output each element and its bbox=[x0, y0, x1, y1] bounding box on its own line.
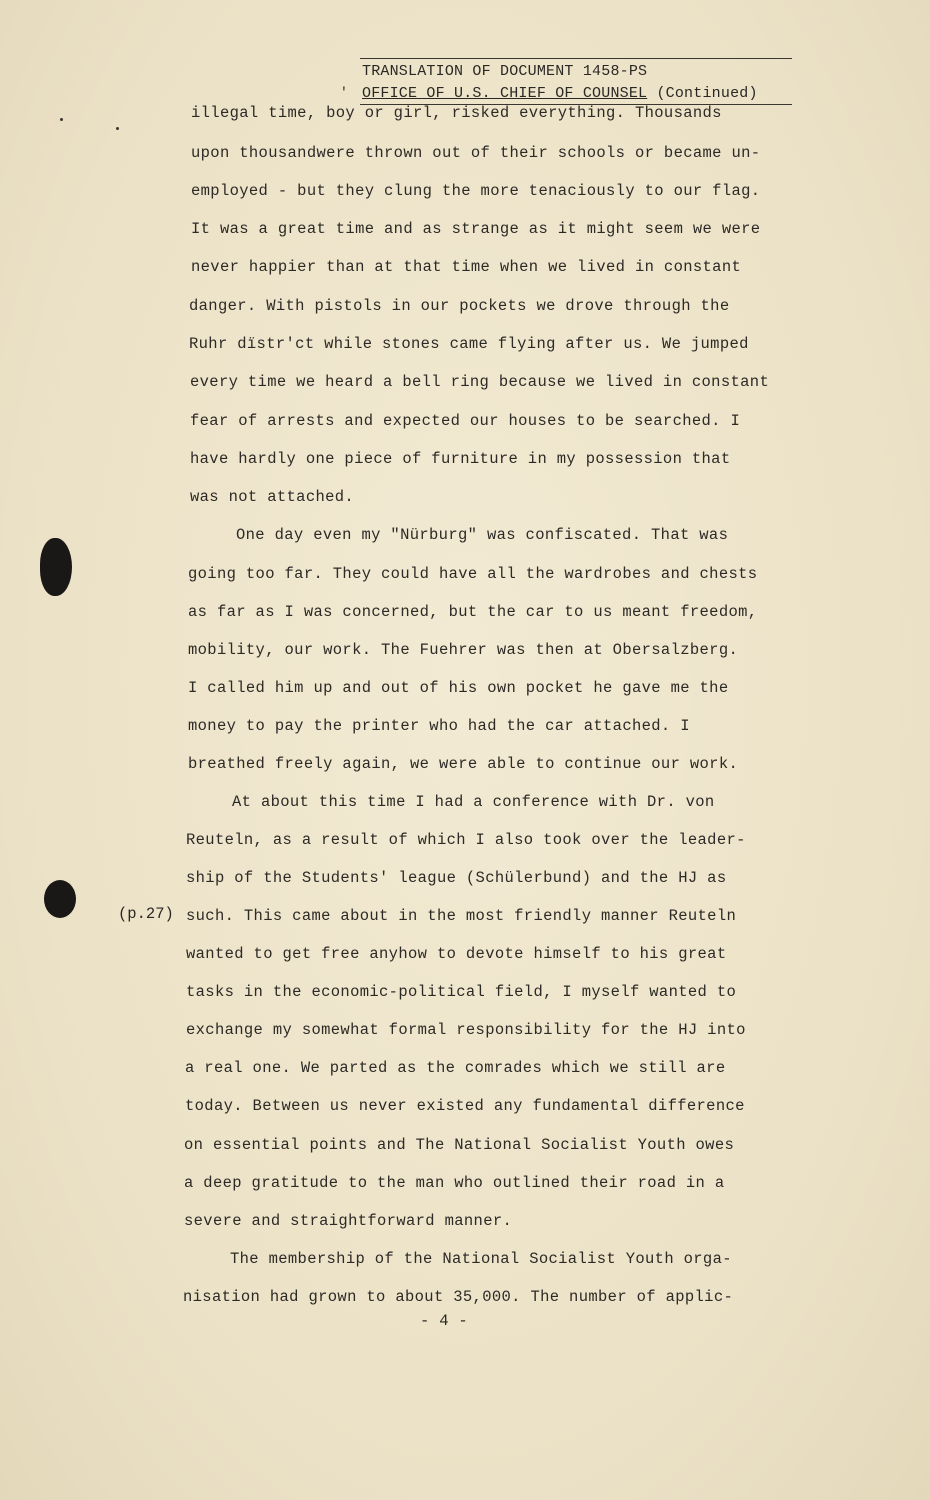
text-line: a real one. We parted as the comrades which we still are bbox=[185, 1059, 726, 1077]
text-line: I called him up and out of his own pocket he gave me the bbox=[188, 679, 729, 697]
page-number: - 4 - bbox=[420, 1312, 469, 1330]
text-line: fear of arrests and expected our houses to be searched. I bbox=[190, 412, 741, 430]
header-tick-mark: ' bbox=[340, 85, 348, 100]
text-line: upon thousandwere thrown out of their schools or became un- bbox=[191, 144, 761, 162]
text-line: danger. With pistols in our pockets we drove through the bbox=[189, 297, 730, 315]
text-line: employed - but they clung the more tenaciously to our flag. bbox=[191, 182, 761, 200]
text-line: mobility, our work. The Fuehrer was then at Obersalzberg. bbox=[188, 641, 739, 659]
punch-hole-upper bbox=[40, 538, 72, 596]
text-line: money to pay the printer who had the car attached. I bbox=[188, 717, 690, 735]
text-line: Ruhr dïstr'ct while stones came flying after us. We jumped bbox=[189, 335, 749, 353]
text-line: severe and straightforward manner. bbox=[184, 1212, 513, 1230]
text-line: illegal time, boy or girl, risked everything. Thousands bbox=[191, 104, 722, 122]
text-line: as far as I was concerned, but the car to us meant freedom, bbox=[188, 603, 758, 621]
text-line: such. This came about in the most friendly manner Reuteln bbox=[186, 907, 737, 925]
text-line: a deep gratitude to the man who outlined their road in a bbox=[184, 1174, 725, 1192]
margin-page-reference: (p.27) bbox=[118, 905, 174, 923]
text-line: on essential points and The National Socialist Youth owes bbox=[184, 1136, 735, 1154]
text-line: Reuteln, as a result of which I also took over the leader- bbox=[186, 831, 746, 849]
text-line: wanted to get free anyhow to devote himself to his great bbox=[186, 945, 727, 963]
text-line: every time we heard a bell ring because we lived in constant bbox=[190, 373, 770, 391]
text-line: today. Between us never existed any fundamental difference bbox=[185, 1097, 745, 1115]
header-continued: (Continued) bbox=[656, 85, 758, 102]
text-line: going too far. They could have all the wardrobes and chests bbox=[188, 565, 758, 583]
header-document-title: TRANSLATION OF DOCUMENT 1458-PS bbox=[362, 63, 648, 80]
punch-hole-lower bbox=[44, 880, 76, 918]
header-rule-top bbox=[360, 58, 792, 59]
text-line: At about this time I had a conference with Dr. von bbox=[232, 793, 715, 811]
text-line: The membership of the National Socialist Youth orga- bbox=[230, 1250, 732, 1268]
header-office-name: OFFICE OF U.S. CHIEF OF COUNSEL bbox=[362, 85, 648, 102]
text-line: It was a great time and as strange as it might seem we were bbox=[191, 220, 761, 238]
text-line: tasks in the economic-political field, I myself wanted to bbox=[186, 983, 737, 1001]
text-line: have hardly one piece of furniture in my possession that bbox=[190, 450, 731, 468]
text-line: ship of the Students' league (Schülerbund) and the HJ as bbox=[186, 869, 727, 887]
text-line: never happier than at that time when we lived in constant bbox=[191, 258, 742, 276]
header-office-line bbox=[362, 85, 758, 102]
text-line: was not attached. bbox=[190, 488, 355, 506]
text-line: nisation had grown to about 35,000. The number of applic- bbox=[183, 1288, 734, 1306]
text-line: exchange my somewhat formal responsibility for the HJ into bbox=[186, 1021, 746, 1039]
ink-speck bbox=[116, 127, 119, 130]
ink-speck bbox=[60, 118, 63, 121]
text-line: breathed freely again, we were able to continue our work. bbox=[188, 755, 739, 773]
text-line: One day even my "Nürburg" was confiscated. That was bbox=[236, 526, 729, 544]
